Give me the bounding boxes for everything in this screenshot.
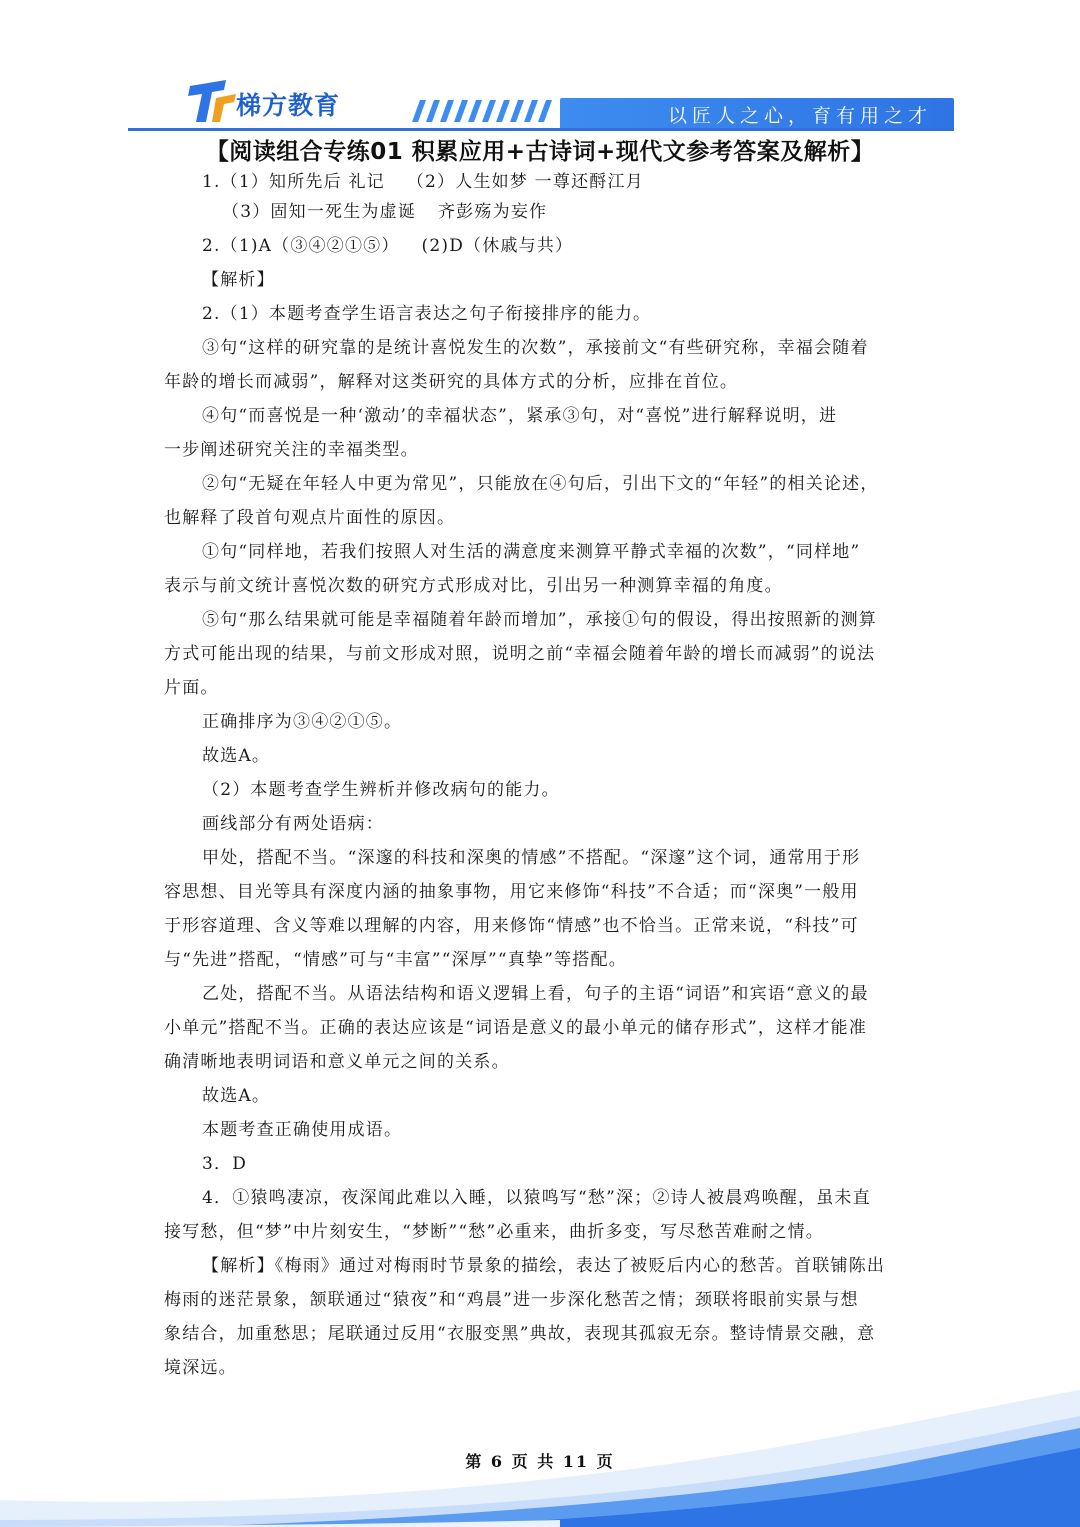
answer-q1-part3: （3）固知一死生为虚诞 — [222, 202, 417, 222]
analysis-line: 容思想、目光等具有深度内涵的抽象事物，用它来修饰“科技”不合适；而“深奥”一般用 — [164, 882, 859, 902]
analysis-line: 确清晰地表明词语和意义单元之间的关系。 — [164, 1052, 510, 1072]
page-header — [0, 0, 1080, 140]
answer-q1-line2 — [222, 198, 974, 226]
answer-q1-part1: 1.（1）知所先后 礼记 — [202, 172, 385, 192]
answer-q2-part2: (2)D（休戚与共） — [421, 236, 574, 256]
answer-q2-part1: 2.（1)A（③④②①⑤） — [202, 236, 400, 256]
analysis-line: 2.（1）本题考查学生语言表达之句子衔接排序的能力。 — [202, 304, 652, 324]
analysis-line: 境深远。 — [164, 1358, 237, 1378]
analysis-line: 本题考查正确使用成语。 — [202, 1120, 403, 1140]
analysis-line: 一步阐述研究关注的幸福类型。 — [164, 440, 419, 460]
answer-q1-part4: 齐彭殇为妄作 — [438, 202, 548, 222]
analysis-line: （2）本题考查学生辨析并修改病句的能力。 — [202, 780, 560, 800]
header-motto: 以匠人之心，育有用之才 — [668, 105, 933, 127]
answer-q1-part2: （2）人生如梦 一尊还酹江月 — [406, 172, 644, 192]
answer-q2-line — [202, 232, 954, 260]
analysis-line: 乙处，搭配不当。从语法结构和语义逻辑上看，句子的主语“词语”和宾语“意义的最 — [202, 984, 869, 1004]
analysis-line: 也解释了段首句观点片面性的原因。 — [164, 508, 456, 528]
analysis-line: 4．①猿鸣凄凉，夜深闻此难以入睡，以猿鸣写“愁”深；②诗人被晨鸡唤醒，虽未直 — [202, 1188, 871, 1208]
analysis-line: 画线部分有两处语病： — [202, 814, 384, 834]
analysis-line: 小单元”搭配不当。正确的表达应该是“词语是意义的最小单元的储存形式”，这样才能准 — [164, 1018, 868, 1038]
analysis-line: 表示与前文统计喜悦次数的研究方式形成对比，引出另一种测算幸福的角度。 — [164, 576, 783, 596]
analysis-line: 与“先进”搭配，“情感”可与“丰富”“深厚”“真挚”等搭配。 — [164, 950, 627, 970]
analysis-line: 片面。 — [164, 678, 219, 698]
analysis-line: 甲处，搭配不当。“深邃的科技和深奥的情感”不搭配。“深邃”这个词，通常用于形 — [202, 848, 861, 868]
document-title: 【阅读组合专练01 积累应用+古诗词+现代文参考答案及解析】 — [205, 139, 875, 165]
header-stripes-decoration — [404, 100, 574, 122]
analysis-line: 象结合，加重愁思；尾联通过反用“衣服变黑”典故，表现其孤寂无奈。整诗情景交融，意 — [164, 1324, 876, 1344]
analysis-line: 方式可能出现的结果，与前文形成对照，说明之前“幸福会随着年龄的增长而减弱”的说法 — [164, 644, 876, 664]
header-divider — [128, 128, 954, 131]
analysis-line: ②句“无疑在年轻人中更为常见”，只能放在④句后，引出下文的“年轻”的相关论述， — [202, 474, 879, 494]
analysis-line: ⑤句“那么结果就可能是幸福随着年龄而增加”，承接①句的假设，得出按照新的测算 — [202, 610, 877, 630]
page-number: 第 6 页 共 11 页 — [465, 1452, 615, 1471]
analysis-line: 接写愁，但“梦”中片刻安生，“梦断”“愁”必重来，曲折多变，写尽愁苦难耐之情。 — [164, 1222, 824, 1242]
brand-name: 梯方教育 — [236, 91, 341, 120]
analysis-line: ①句“同样地，若我们按照人对生活的满意度来测算平静式幸福的次数”，“同样地” — [202, 542, 861, 562]
analysis-line: 【解析】 — [202, 270, 275, 290]
analysis-line: 于形容道理、含义等难以理解的内容，用来修饰“情感”也不恰当。正常来说，“科技”可 — [164, 916, 859, 936]
answer-q1-line1 — [202, 168, 954, 196]
analysis-line: 故选A。 — [202, 1086, 271, 1106]
analysis-line: 【解析】《梅雨》通过对梅雨时节景象的描绘，表达了被贬后内心的愁苦。首联铺陈出 — [202, 1256, 886, 1276]
analysis-line: 正确排序为③④②①⑤。 — [202, 712, 403, 732]
analysis-line: 3．D — [202, 1154, 248, 1174]
analysis-line: ③句“这样的研究靠的是统计喜悦发生的次数”，承接前文“有些研究称，幸福会随着 — [202, 338, 869, 358]
analysis-line: ④句“而喜悦是一种‘激动’的幸福状态”，紧承③句，对“喜悦”进行解释说明，进 — [202, 406, 838, 426]
analysis-line: 故选A。 — [202, 746, 271, 766]
analysis-line: 年龄的增长而减弱”，解释对这类研究的具体方式的分析，应排在首位。 — [164, 372, 739, 392]
analysis-line: 梅雨的迷茫景象，颔联通过“猿夜”和“鸡晨”进一步深化愁苦之情；颈联将眼前实景与想 — [164, 1290, 859, 1310]
